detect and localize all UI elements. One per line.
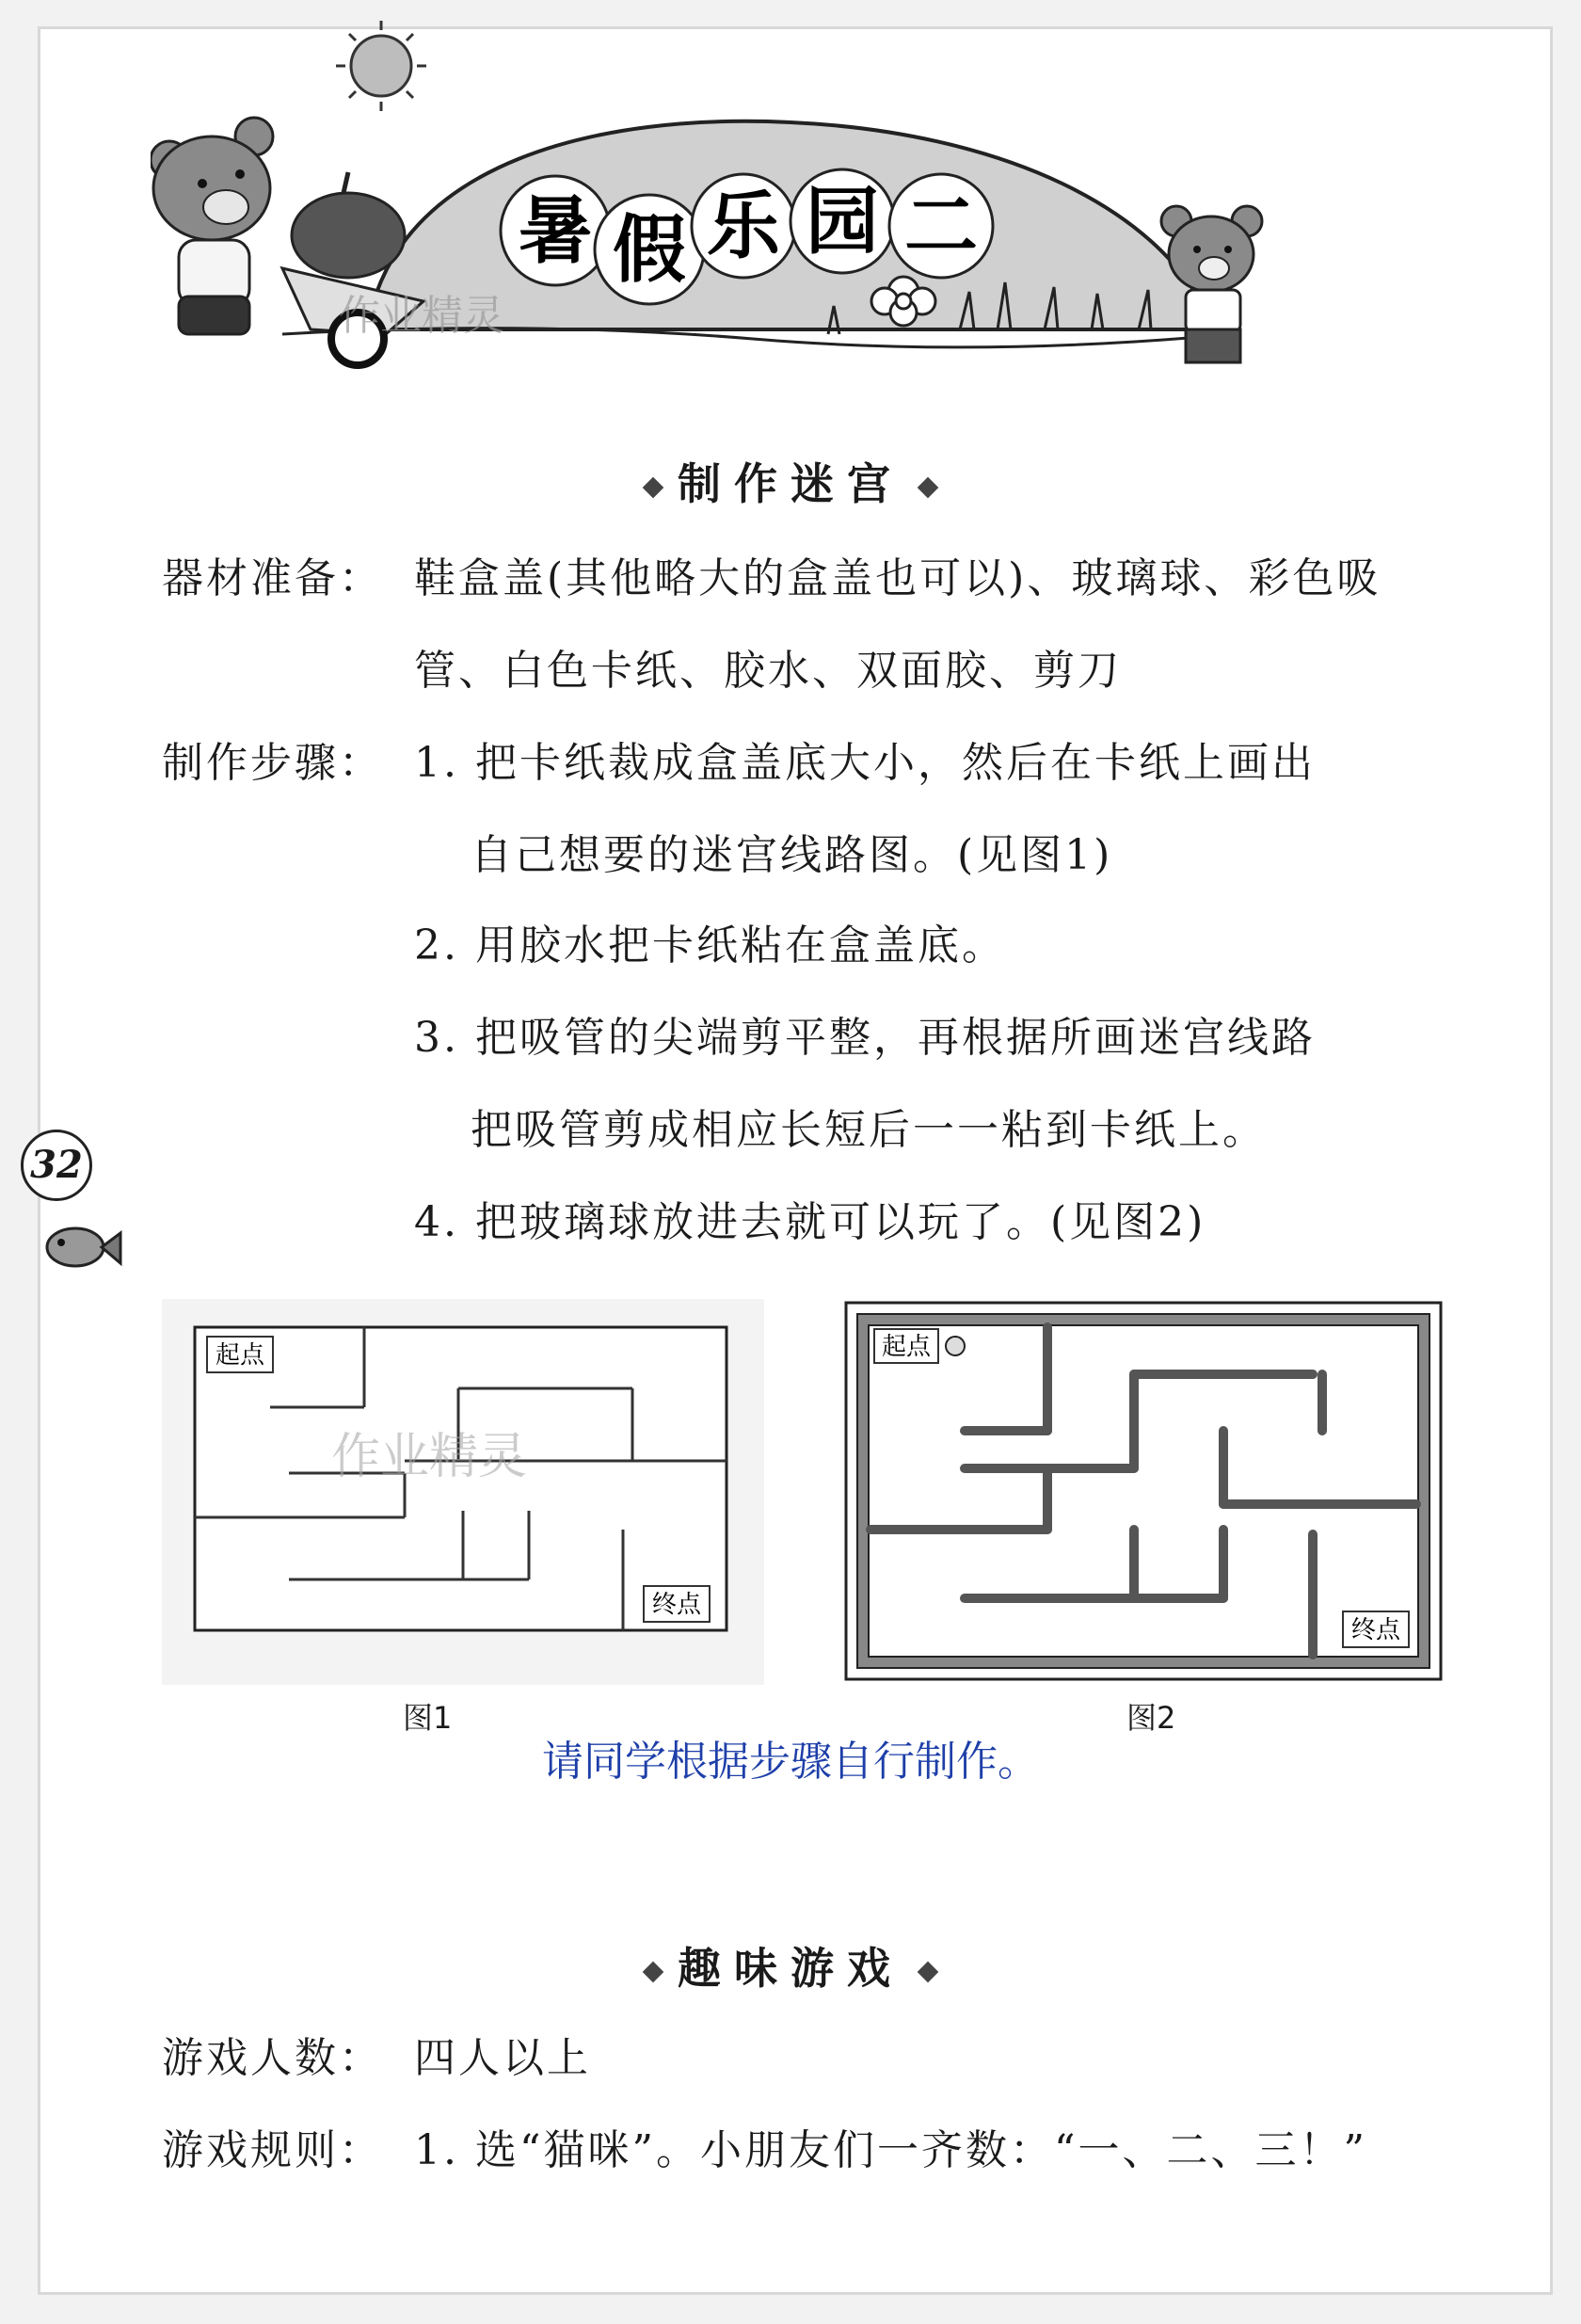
step-2: 2. 用胶水把卡纸粘在盒盖底。	[414, 922, 1006, 970]
page-number: 32	[21, 1130, 92, 1201]
materials-label: 器材准备：	[162, 554, 383, 602]
section-heading-text: 趣味游戏	[678, 1943, 903, 1994]
step-4: 4. 把玻璃球放进去就可以玩了。(见图2)	[414, 1198, 1206, 1246]
section-heading-game	[0, 1934, 1581, 1996]
figure-2-maze	[842, 1299, 1445, 1685]
diamond-icon	[918, 1961, 939, 1982]
banner-title-char: 假	[612, 208, 687, 293]
step-1: 1. 把卡纸裁成盒盖底大小，然后在卡纸上画出	[414, 739, 1316, 787]
banner-title-char: 二	[903, 184, 979, 269]
diamond-icon	[643, 1961, 664, 1982]
sun-icon	[336, 21, 426, 111]
section-heading-text: 制作迷宫	[678, 458, 903, 509]
steps-label: 制作步骤：	[162, 739, 383, 787]
watermark: 作业精灵	[339, 292, 504, 340]
maze-end-label: 终点	[651, 1591, 702, 1619]
section-heading-maze	[0, 450, 1581, 512]
step-3-cont: 把吸管剪成相应长短后一一粘到卡纸上。	[471, 1106, 1267, 1154]
players-value: 四人以上	[414, 2034, 591, 2082]
banner-title-char: 园	[805, 180, 880, 264]
diamond-icon	[643, 476, 664, 498]
rules-line: 1. 选“猫咪”。小朋友们一齐数：“一、二、三！”	[414, 2126, 1367, 2174]
diamond-icon	[918, 476, 939, 498]
answer-note: 请同学根据步骤自行制作。	[542, 1738, 1039, 1786]
fish-icon	[28, 1205, 122, 1299]
maze-start-label: 起点	[215, 1341, 265, 1370]
banner-title-char: 乐	[706, 184, 781, 269]
banner-illustration	[151, 19, 1308, 377]
watermark: 作业精灵	[331, 1429, 528, 1485]
materials-line: 鞋盒盖(其他略大的盒盖也可以)、玻璃球、彩色吸	[414, 554, 1381, 602]
step-3: 3. 把吸管的尖端剪平整，再根据所画迷宫线路	[414, 1014, 1316, 1062]
rules-label: 游戏规则：	[162, 2126, 383, 2174]
bear-left-icon	[151, 118, 273, 334]
players-label: 游戏人数：	[162, 2034, 383, 2082]
materials-line: 管、白色卡纸、胶水、双面胶、剪刀	[414, 647, 1122, 695]
maze-end-label: 终点	[1350, 1616, 1401, 1644]
banner-title-char: 暑	[518, 189, 593, 274]
figure-1-caption: 图1	[403, 1700, 453, 1736]
step-1-cont: 自己想要的迷宫线路图。(见图1)	[471, 831, 1113, 879]
marble-icon	[946, 1337, 965, 1355]
figure-1-maze	[162, 1299, 764, 1685]
maze-start-label: 起点	[881, 1333, 932, 1361]
figure-2-caption: 图2	[1126, 1700, 1176, 1736]
